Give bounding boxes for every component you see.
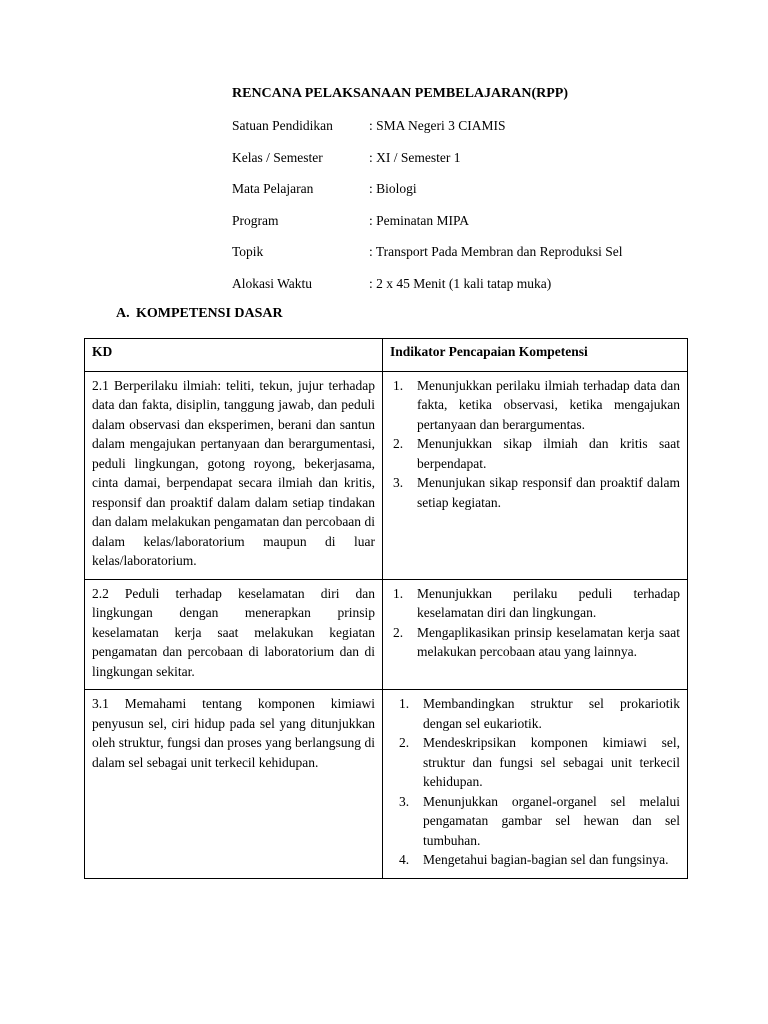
list-number: 2. — [399, 735, 410, 750]
info-label: Mata Pelajaran — [232, 181, 314, 196]
list-number: 1. — [399, 696, 410, 711]
column-header-kd: KD — [85, 339, 383, 372]
column-header-indicator: Indikator Pencapaian Kompetensi — [383, 339, 688, 372]
list-item — [390, 733, 680, 792]
section-number: A. — [116, 306, 130, 321]
info-value: : Biologi — [369, 181, 417, 196]
list-text: Menunjukkan organel-organel sel melalui pengamatan gambar sel hewan dan sel tumbuhan. — [423, 793, 680, 848]
list-text: Membandingkan struktur sel prokariotik dengan sel eukariotik. — [423, 696, 680, 731]
indicator-list — [390, 376, 680, 513]
list-number: 1. — [393, 585, 404, 601]
list-number: 1. — [393, 377, 404, 393]
info-value: : SMA Negeri 3 CIAMIS — [369, 118, 506, 133]
list-item — [390, 473, 680, 512]
info-value: : Transport Pada Membran dan Reproduksi Sel — [369, 244, 623, 259]
section-heading — [116, 306, 283, 322]
competency-table — [84, 338, 688, 879]
list-text: Menunjukkan sikap ilmiah dan kritis saat berpendapat. — [417, 436, 680, 471]
list-number: 3. — [393, 475, 404, 490]
list-text: Mengetahui bagian-bagian sel dan fungsinya. — [423, 852, 669, 867]
list-item — [390, 792, 680, 851]
table-row — [85, 371, 688, 579]
kd-cell: 2.2 Peduli terhadap keselamatan diri dan lingkungan dengan menerapkan prinsip keselamatan kerja saat melakukan kegiatan pengamatan dan percobaan di laboratorium dan di lingkungan sekitar. — [85, 579, 383, 690]
kd-cell: 3.1 Memahami tentang komponen kimiawi penyusun sel, ciri hidup pada sel yang ditunjukkan oleh struktur, fungsi dan proses yang berlangsung di dalam sel sebagai unit terkecil kehidupan. — [85, 690, 383, 879]
info-value: : XI / Semester 1 — [369, 149, 461, 165]
info-label: Satuan Pendidikan — [232, 118, 333, 133]
table-row — [85, 690, 688, 879]
list-text: Menunjukan sikap responsif dan proaktif dalam setiap kegiatan. — [417, 475, 680, 510]
list-number: 4. — [399, 852, 410, 867]
list-item — [390, 850, 680, 870]
indicator-cell — [383, 371, 688, 579]
list-text: Menunjukkan perilaku ilmiah terhadap data dan fakta, ketika observasi, ketika mengajukan pertanyaan dan berargumentas. — [417, 377, 680, 432]
list-number: 3. — [399, 793, 410, 809]
list-number: 2. — [393, 624, 404, 640]
info-label: Program — [232, 212, 279, 228]
list-item — [390, 694, 680, 733]
indicator-cell — [383, 690, 688, 879]
list-text: Menunjukkan perilaku peduli terhadap keselamatan diri dan lingkungan. — [417, 585, 680, 620]
indicator-list — [390, 584, 680, 662]
indicator-list — [390, 694, 680, 870]
table-header-row — [85, 339, 688, 372]
section-title: KOMPETENSI DASAR — [136, 306, 283, 321]
list-number: 2. — [393, 436, 404, 451]
list-text: Mendeskripsikan komponen kimiawi sel, struktur dan fungsi sel sebagai unit terkecil kehidupan. — [423, 735, 680, 789]
kd-cell: 2.1 Berperilaku ilmiah: teliti, tekun, jujur terhadap data dan fakta, disiplin, tanggung jawab, dan peduli dalam observasi dan eksperimen, berani dan santun dalam mengajukan pertanyaan dan berargumentasi, peduli lingkungan, gotong royong, bekerjasama, cinta damai, berpendapat secara ilmiah dan kritis, responsif dan proaktif dalam dalam setiap tindakan dan dalam melakukan pengamatan dan percobaan di dalam kelas/laboratorium maupun di luar kelas/laboratorium. — [85, 371, 383, 579]
info-label: Alokasi Waktu — [232, 275, 313, 291]
info-value: : Peminatan MIPA — [369, 212, 470, 228]
list-item — [390, 584, 680, 623]
document-title: RENCANA PELAKSANAAN PEMBELAJARAN(RPP) — [232, 86, 568, 101]
list-text: Mengaplikasikan prinsip keselamatan kerja saat melakukan percobaan atau yang lainnya. — [417, 624, 680, 659]
list-item — [390, 376, 680, 435]
table-row — [85, 579, 688, 690]
info-value: : 2 x 45 Menit (1 kali tatap muka) — [369, 275, 552, 291]
list-item — [390, 434, 680, 473]
indicator-cell — [383, 579, 688, 690]
list-item — [390, 623, 680, 662]
info-label: Topik — [232, 244, 264, 259]
info-label: Kelas / Semester — [232, 149, 323, 165]
